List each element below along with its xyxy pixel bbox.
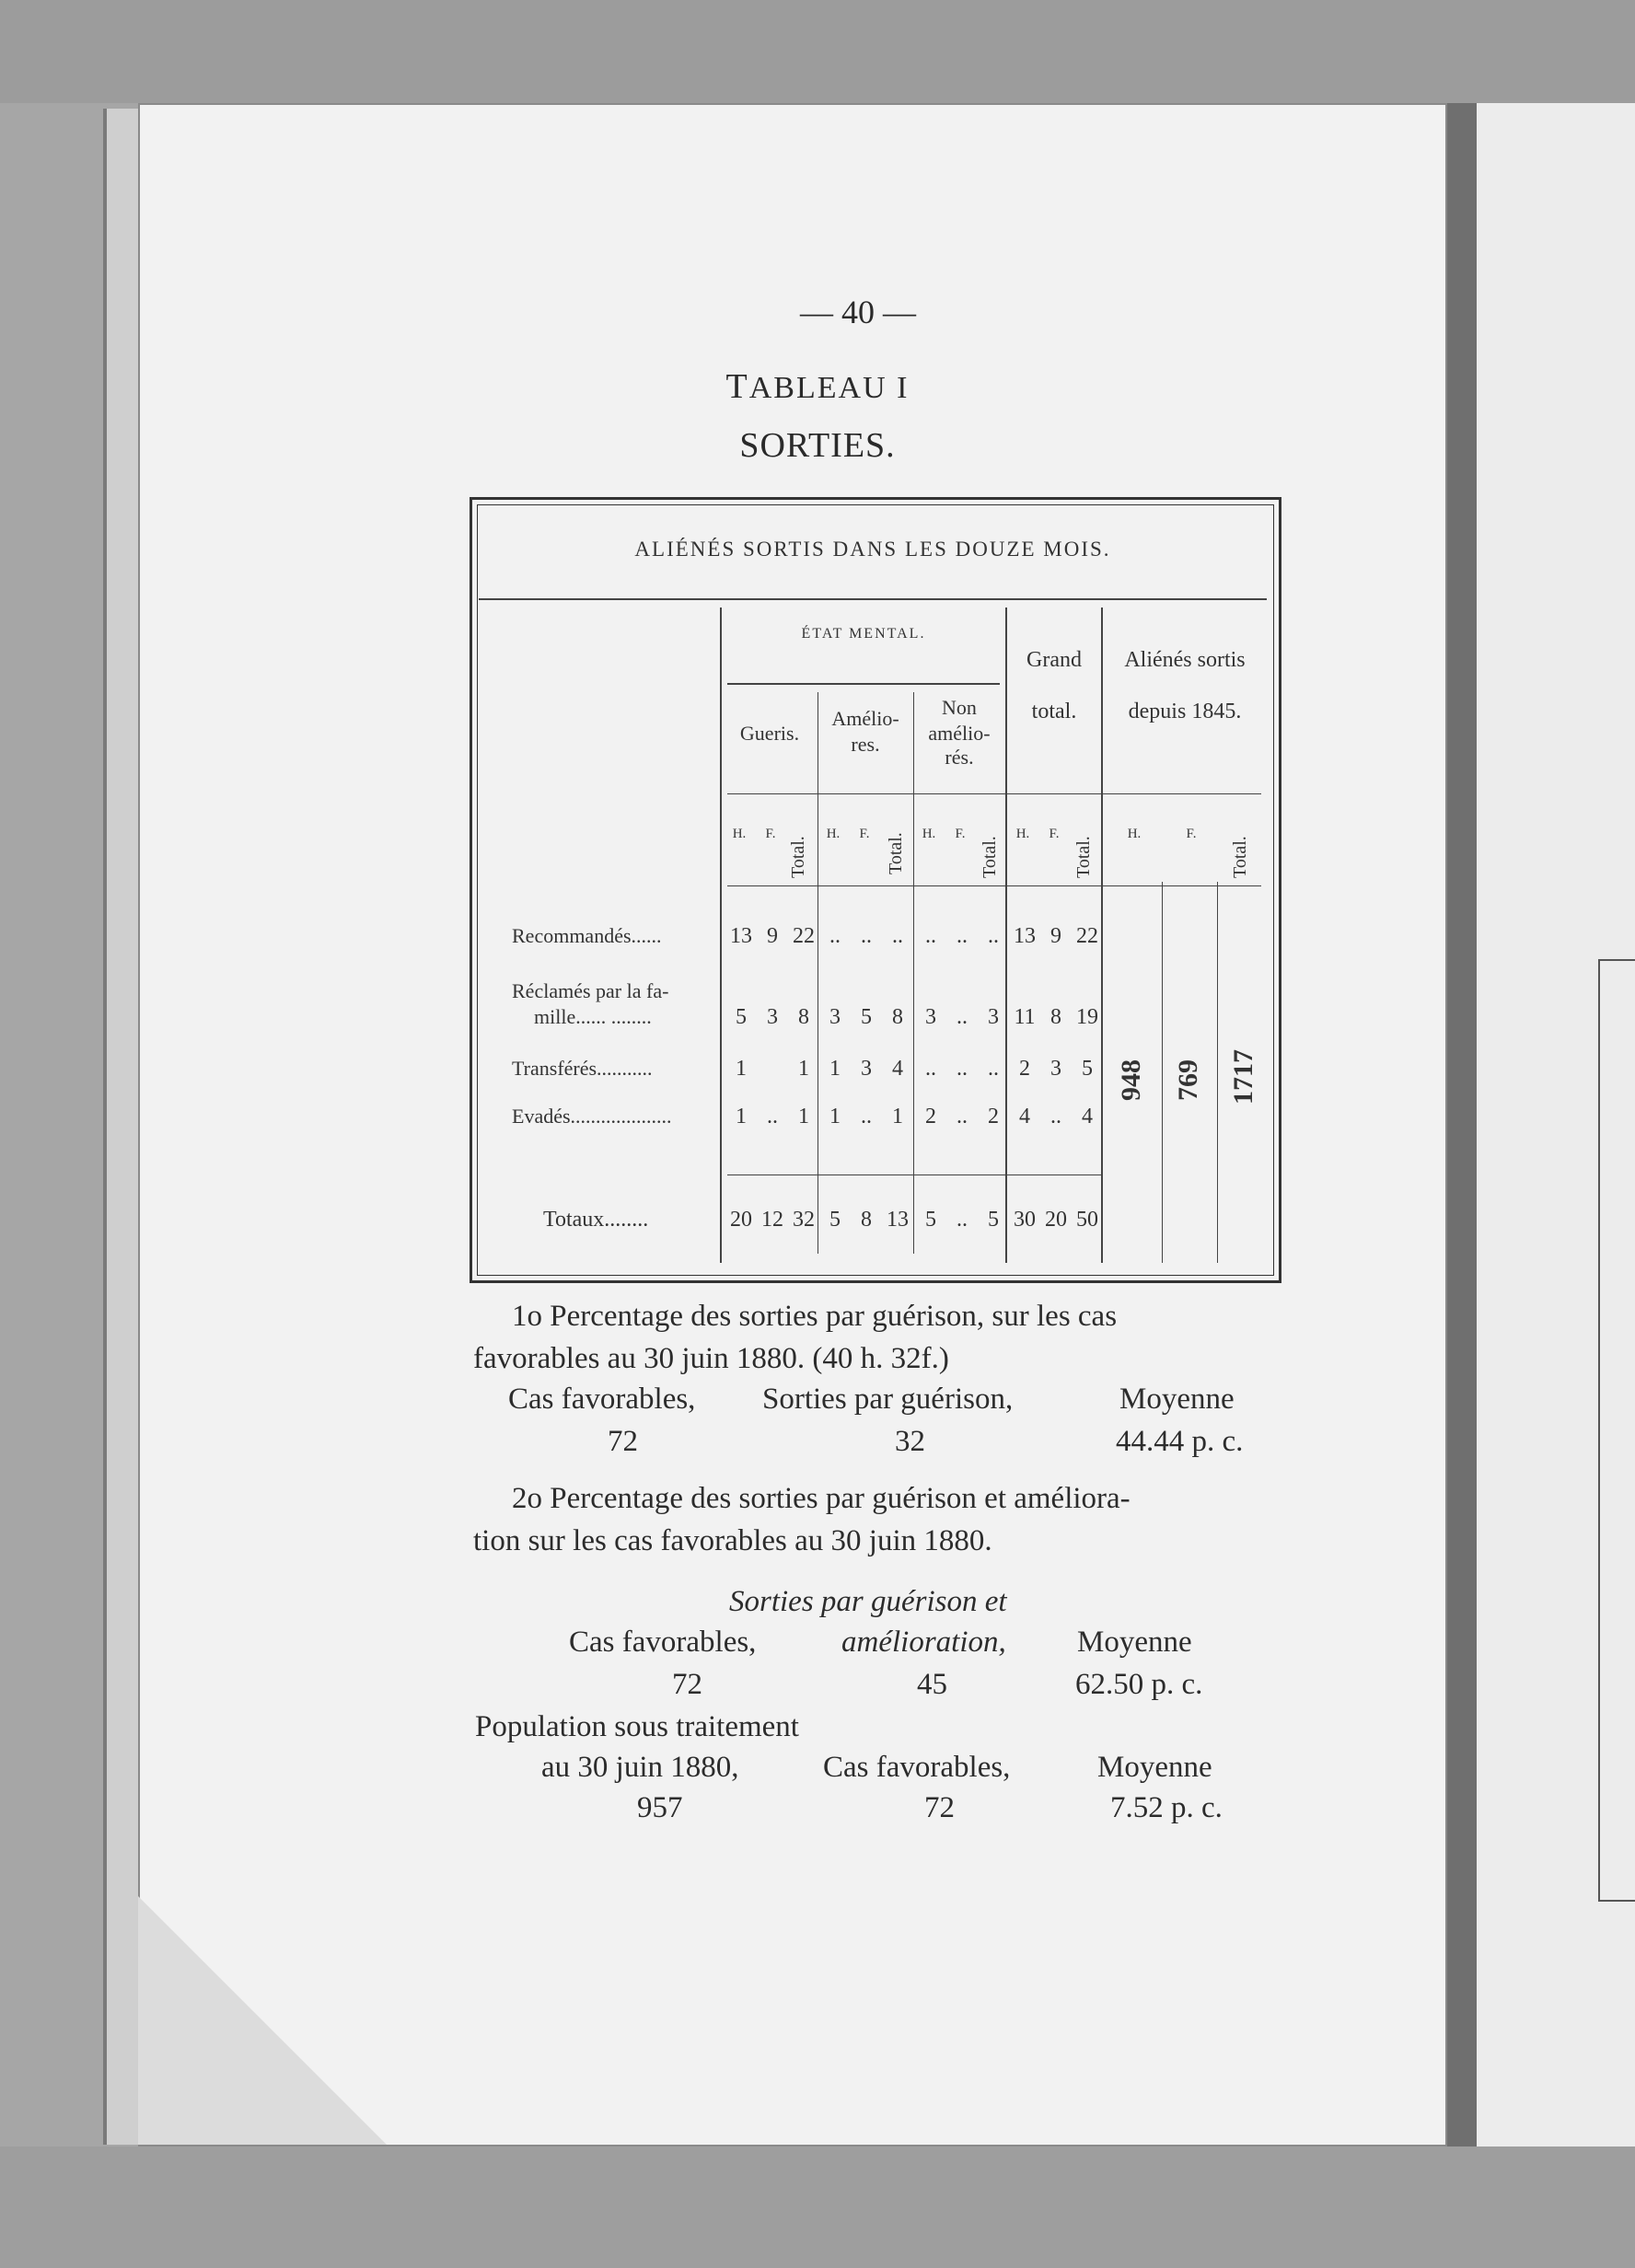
etat-mental-header: ÉTAT MENTAL. [801, 626, 926, 642]
para1-val-sorties: 32 [895, 1425, 925, 1458]
table-cell: 9 [767, 924, 778, 948]
sub-total: Total. [886, 832, 906, 874]
table-rule [1217, 882, 1218, 1263]
table-cell: 11 [1014, 1005, 1036, 1029]
since-1845-f: 769 [1173, 1059, 1203, 1101]
table-main-header: ALIÉNÉS SORTIS DANS LES DOUZE MOIS. [634, 538, 1111, 561]
col-depuis-line2: depuis 1845. [1128, 700, 1242, 723]
tableau-heading [0, 366, 1635, 407]
col-non-line2: amélio- [928, 722, 991, 745]
para2-head-moyenne: Moyenne [1077, 1626, 1192, 1659]
para3-val-cas: 72 [924, 1791, 955, 1824]
row-label-evades: Evadés.................... [512, 1105, 672, 1128]
page-corner-fold [138, 1896, 387, 2145]
scan-background-bottom [0, 2146, 1635, 2268]
table-cell: 1 [798, 1105, 809, 1128]
table-cell: .. [957, 1057, 968, 1081]
sub-total: Total. [1073, 836, 1094, 878]
row-label-transferes: Transférés........... [512, 1057, 653, 1080]
sub-f: F. [1049, 827, 1060, 841]
table-rule [913, 692, 914, 1254]
table-cell: .. [988, 924, 999, 948]
book-gutter [1447, 103, 1477, 2146]
table-cell: .. [957, 1005, 968, 1029]
table-cell: 3 [988, 1005, 999, 1029]
sub-total: Total. [788, 836, 808, 878]
row-label-reclames-1: Réclamés par la fa- [512, 979, 669, 1002]
table-cell: 5 [861, 1005, 872, 1029]
table-cell: 22 [793, 924, 815, 948]
table-rule [727, 1174, 1101, 1175]
table-cell: 3 [829, 1005, 841, 1029]
para1-head-cas: Cas favorables, [508, 1383, 696, 1416]
table-rule [727, 885, 1261, 886]
table-cell: 9 [1050, 924, 1061, 948]
table-cell: 4 [1082, 1105, 1093, 1128]
table-total-cell: 12 [761, 1208, 783, 1232]
sub-f: F. [955, 827, 966, 841]
table-cell: 1 [798, 1057, 809, 1081]
table-cell: .. [957, 1105, 968, 1128]
table-cell: .. [925, 1057, 936, 1081]
sub-h: H. [922, 827, 936, 841]
para2-val-cas: 72 [672, 1668, 702, 1701]
table-cell: .. [829, 924, 841, 948]
table-total-cell: 20 [1045, 1208, 1067, 1232]
table-cell: 4 [892, 1057, 903, 1081]
row-label-totaux: Totaux........ [543, 1208, 649, 1232]
since-1845-total: 1717 [1228, 1049, 1258, 1105]
tableau-initial: T [725, 367, 749, 406]
table-cell: .. [1050, 1105, 1061, 1128]
para3-line1: Population sous traitement [475, 1710, 799, 1743]
table-total-cell: 5 [988, 1208, 999, 1232]
table-cell: .. [892, 924, 903, 948]
table-total-cell: .. [957, 1208, 968, 1232]
table-total-cell: 5 [925, 1208, 936, 1232]
table-total-cell: 50 [1076, 1208, 1098, 1232]
scan-background-top [0, 0, 1635, 103]
table-cell: 2 [1019, 1057, 1030, 1081]
tableau-number: I [897, 371, 910, 405]
table-cell: 1 [892, 1105, 903, 1128]
para2-head-cas: Cas favorables, [569, 1626, 757, 1659]
table-cell: 3 [767, 1005, 778, 1029]
para2-head-sorties-line2: amélioration, [841, 1626, 1006, 1659]
table-cell: .. [861, 1105, 872, 1128]
sorties-table [470, 497, 1281, 1283]
table-rule [479, 598, 1267, 600]
para3-head-cas: Cas favorables, [823, 1751, 1011, 1784]
page-title: SORTIES. [739, 426, 896, 465]
table-cell: 19 [1076, 1005, 1098, 1029]
para1-head-moyenne: Moyenne [1119, 1383, 1235, 1416]
table-cell: 1 [736, 1057, 747, 1081]
adjacent-page [1477, 103, 1635, 2146]
table-cell: 3 [861, 1057, 872, 1081]
col-amelio-line1: Amélio- [831, 707, 899, 730]
table-cell: .. [957, 924, 968, 948]
sub-h: H. [826, 827, 841, 841]
col-non-line1: Non [942, 696, 977, 719]
page-number: — 40 — [800, 294, 916, 330]
table-rule [1162, 882, 1163, 1263]
col-grand-line2: total. [1031, 700, 1077, 723]
para3-val-population: 957 [637, 1791, 683, 1824]
table-cell: 3 [925, 1005, 936, 1029]
table-cell: 5 [1082, 1057, 1093, 1081]
sub-f: F. [765, 827, 776, 841]
table-cell: 8 [1050, 1005, 1061, 1029]
col-amelio-line2: res. [851, 733, 880, 756]
table-cell: 2 [925, 1105, 936, 1128]
para1-line1: 1o Percentage des sorties par guérison, sur les cas [512, 1300, 1118, 1333]
para3-val-moyenne: 7.52 p. c. [1110, 1791, 1223, 1824]
table-total-cell: 30 [1014, 1208, 1036, 1232]
para2-line1: 2o Percentage des sorties par guérison et améliora- [512, 1482, 1131, 1515]
table-rule [727, 793, 1261, 794]
row-label-recommandes: Recommandés...... [512, 924, 662, 947]
adjacent-page-frame [1598, 959, 1635, 1902]
table-cell: 8 [798, 1005, 809, 1029]
table-cell: .. [925, 924, 936, 948]
para2-head-sorties-line1: Sorties par guérison et [729, 1585, 1007, 1618]
sub-total: Total. [1230, 836, 1250, 878]
table-total-cell: 13 [887, 1208, 909, 1232]
table-cell: .. [767, 1105, 778, 1128]
col-non-line3: rés. [945, 746, 974, 769]
table-total-cell: 8 [861, 1208, 872, 1232]
col-gueris: Gueris. [739, 722, 800, 745]
sub-h: H. [1127, 827, 1142, 841]
para1-val-moyenne: 44.44 p. c. [1116, 1425, 1244, 1458]
para2-val-sorties: 45 [917, 1668, 947, 1701]
para1-line2: favorables au 30 juin 1880. (40 h. 32f.) [473, 1342, 949, 1375]
tableau-word: ABLEAU [748, 371, 887, 405]
sub-h: H. [1015, 827, 1030, 841]
since-1845-h: 948 [1116, 1059, 1146, 1101]
sub-total: Total. [980, 836, 1000, 878]
table-rule [727, 683, 1000, 685]
table-cell: 8 [892, 1005, 903, 1029]
row-label-reclames-2: mille...... ........ [534, 1005, 652, 1028]
table-total-cell: 20 [730, 1208, 752, 1232]
sub-f: F. [859, 827, 870, 841]
col-grand-line1: Grand [1026, 648, 1082, 672]
table-cell: 4 [1019, 1105, 1030, 1128]
table-total-cell: 5 [829, 1208, 841, 1232]
table-cell: 1 [829, 1105, 841, 1128]
table-cell: 1 [829, 1057, 841, 1081]
table-cell: 5 [736, 1005, 747, 1029]
table-cell: .. [861, 924, 872, 948]
table-cell: 1 [736, 1105, 747, 1128]
para1-val-cas: 72 [608, 1425, 638, 1458]
para2-val-moyenne: 62.50 p. c. [1075, 1668, 1203, 1701]
table-cell: 13 [730, 924, 752, 948]
table-cell: 22 [1076, 924, 1098, 948]
table-cell: 13 [1014, 924, 1036, 948]
table-cell: .. [988, 1057, 999, 1081]
para1-head-sorties: Sorties par guérison, [762, 1383, 1014, 1416]
table-rule [720, 608, 722, 1263]
para3-head-moyenne: Moyenne [1097, 1751, 1212, 1784]
sub-f: F. [1186, 827, 1197, 841]
para3-head-au: au 30 juin 1880, [541, 1751, 739, 1784]
sub-h: H. [732, 827, 747, 841]
para2-line2: tion sur les cas favorables au 30 juin 1880. [473, 1524, 992, 1557]
col-depuis-line1: Aliénés sortis [1124, 648, 1246, 672]
table-cell: 3 [1050, 1057, 1061, 1081]
table-total-cell: 32 [793, 1208, 815, 1232]
table-cell: 2 [988, 1105, 999, 1128]
